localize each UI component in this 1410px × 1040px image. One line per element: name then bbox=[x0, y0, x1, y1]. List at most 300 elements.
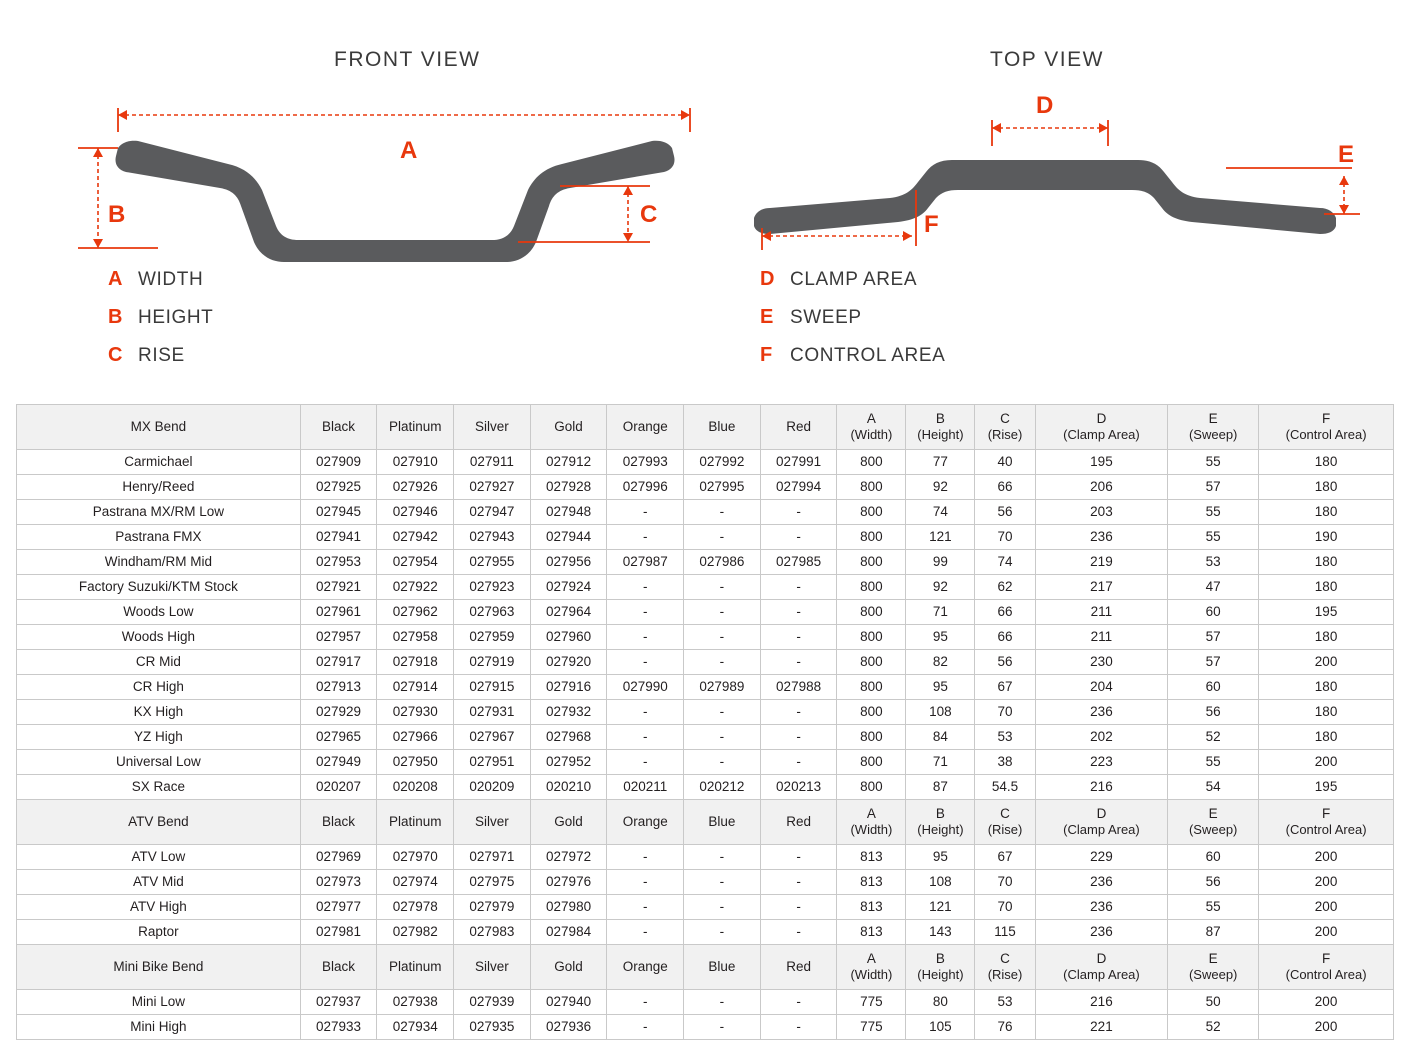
part-number: 027938 bbox=[377, 990, 454, 1015]
table-row bbox=[17, 600, 1394, 625]
legend-key-a: A bbox=[108, 268, 124, 290]
bend-name: CR Mid bbox=[17, 650, 301, 675]
part-number: 020213 bbox=[760, 775, 837, 800]
part-number: 027917 bbox=[300, 650, 377, 675]
column-header-measure bbox=[975, 405, 1035, 450]
part-number: 027973 bbox=[300, 870, 377, 895]
measure-value: 800 bbox=[837, 475, 906, 500]
part-number: - bbox=[760, 920, 837, 945]
column-header-color: Gold bbox=[530, 405, 607, 450]
part-number: 020209 bbox=[454, 775, 531, 800]
part-number: 020207 bbox=[300, 775, 377, 800]
part-number: 027985 bbox=[760, 550, 837, 575]
part-number: 027969 bbox=[300, 845, 377, 870]
column-header-measure bbox=[837, 405, 906, 450]
dim-e-arrow-top bbox=[1339, 176, 1349, 185]
measure-value: 229 bbox=[1035, 845, 1168, 870]
table-row bbox=[17, 525, 1394, 550]
column-header-color: Silver bbox=[454, 800, 531, 845]
measure-value: 180 bbox=[1259, 625, 1394, 650]
section-title: MX Bend bbox=[17, 405, 301, 450]
measure-value: 95 bbox=[906, 625, 975, 650]
measure-value: 800 bbox=[837, 575, 906, 600]
table-row bbox=[17, 775, 1394, 800]
part-number: 027963 bbox=[454, 600, 531, 625]
part-number: - bbox=[684, 895, 761, 920]
measure-sublabel: (Control Area) bbox=[1285, 822, 1367, 837]
measure-value: 813 bbox=[837, 895, 906, 920]
measure-letter: A bbox=[866, 806, 876, 821]
measure-value: 195 bbox=[1035, 450, 1168, 475]
measure-sublabel: (Sweep) bbox=[1188, 427, 1238, 442]
measure-value: 800 bbox=[837, 750, 906, 775]
column-header-color: Red bbox=[760, 945, 837, 990]
measure-value: 55 bbox=[1168, 450, 1259, 475]
measure-value: 76 bbox=[975, 1015, 1035, 1040]
measure-letter: E bbox=[1208, 951, 1218, 966]
measure-letter: A bbox=[866, 951, 876, 966]
part-number: - bbox=[684, 1015, 761, 1040]
measure-value: 813 bbox=[837, 920, 906, 945]
dim-d-arrow-right bbox=[1099, 123, 1108, 133]
column-header-color: Platinum bbox=[377, 945, 454, 990]
part-number: 027925 bbox=[300, 475, 377, 500]
bend-name: SX Race bbox=[17, 775, 301, 800]
bend-name: CR High bbox=[17, 675, 301, 700]
part-number: 027976 bbox=[530, 870, 607, 895]
measure-value: 95 bbox=[906, 675, 975, 700]
measure-value: 54.5 bbox=[975, 775, 1035, 800]
part-number: 027960 bbox=[530, 625, 607, 650]
part-number: 027936 bbox=[530, 1015, 607, 1040]
column-header-measure bbox=[906, 405, 975, 450]
measure-value: 87 bbox=[1168, 920, 1259, 945]
dim-d-arrow-left bbox=[992, 123, 1001, 133]
bend-name: ATV Mid bbox=[17, 870, 301, 895]
column-header-measure bbox=[1168, 405, 1259, 450]
part-number: - bbox=[760, 525, 837, 550]
part-number: 027956 bbox=[530, 550, 607, 575]
table-row bbox=[17, 990, 1394, 1015]
column-header-measure bbox=[1035, 800, 1168, 845]
part-number: 027945 bbox=[300, 500, 377, 525]
part-number: 027939 bbox=[454, 990, 531, 1015]
part-number: 027927 bbox=[454, 475, 531, 500]
part-number: 027916 bbox=[530, 675, 607, 700]
measure-value: 38 bbox=[975, 750, 1035, 775]
part-number: 027920 bbox=[530, 650, 607, 675]
part-number: 027991 bbox=[760, 450, 837, 475]
part-number: - bbox=[607, 500, 684, 525]
measure-value: 200 bbox=[1259, 990, 1394, 1015]
part-number: 027914 bbox=[377, 675, 454, 700]
measure-sublabel: (Rise) bbox=[987, 822, 1023, 837]
column-header-measure bbox=[1035, 945, 1168, 990]
column-header-measure bbox=[975, 800, 1035, 845]
dim-c-arrow-bottom bbox=[623, 233, 633, 242]
measure-value: 180 bbox=[1259, 725, 1394, 750]
part-number: - bbox=[684, 700, 761, 725]
table-row bbox=[17, 500, 1394, 525]
measure-value: 56 bbox=[975, 500, 1035, 525]
measure-sublabel: (Width) bbox=[850, 967, 893, 982]
measure-value: 92 bbox=[906, 575, 975, 600]
part-number: - bbox=[760, 600, 837, 625]
part-number: 027948 bbox=[530, 500, 607, 525]
handlebar-top-shape bbox=[754, 160, 1336, 234]
part-number: 027935 bbox=[454, 1015, 531, 1040]
measure-value: 800 bbox=[837, 775, 906, 800]
part-number: 027970 bbox=[377, 845, 454, 870]
part-number: - bbox=[684, 845, 761, 870]
part-number: 027992 bbox=[684, 450, 761, 475]
legend-item-f bbox=[760, 344, 945, 382]
part-number: 027946 bbox=[377, 500, 454, 525]
measure-value: 200 bbox=[1259, 650, 1394, 675]
part-number: 027929 bbox=[300, 700, 377, 725]
dim-c-label: C bbox=[640, 201, 658, 228]
dim-b-arrow-bottom bbox=[93, 239, 103, 248]
part-number: 027954 bbox=[377, 550, 454, 575]
part-number: 027994 bbox=[760, 475, 837, 500]
bend-name: Mini High bbox=[17, 1015, 301, 1040]
part-number: 027933 bbox=[300, 1015, 377, 1040]
measure-value: 70 bbox=[975, 700, 1035, 725]
measure-value: 70 bbox=[975, 870, 1035, 895]
measure-value: 108 bbox=[906, 870, 975, 895]
measure-value: 55 bbox=[1168, 500, 1259, 525]
part-number: 027977 bbox=[300, 895, 377, 920]
measure-value: 105 bbox=[906, 1015, 975, 1040]
legend-key-c: C bbox=[108, 344, 124, 366]
dim-d-label: D bbox=[1036, 92, 1054, 119]
measure-value: 55 bbox=[1168, 750, 1259, 775]
column-header-measure bbox=[1259, 405, 1394, 450]
measure-value: 60 bbox=[1168, 845, 1259, 870]
part-number: - bbox=[607, 845, 684, 870]
table-row bbox=[17, 550, 1394, 575]
column-header-color: Red bbox=[760, 800, 837, 845]
part-number: 027966 bbox=[377, 725, 454, 750]
measure-letter: D bbox=[1096, 411, 1107, 426]
part-number: 027918 bbox=[377, 650, 454, 675]
bend-name: ATV High bbox=[17, 895, 301, 920]
part-number: - bbox=[684, 990, 761, 1015]
dim-c-arrow-top bbox=[623, 186, 633, 195]
part-number: 027932 bbox=[530, 700, 607, 725]
column-header-measure bbox=[906, 945, 975, 990]
part-number: 020211 bbox=[607, 775, 684, 800]
measure-sublabel: (Clamp Area) bbox=[1063, 822, 1140, 837]
table-row bbox=[17, 575, 1394, 600]
measure-value: 211 bbox=[1035, 600, 1168, 625]
part-number: 027972 bbox=[530, 845, 607, 870]
part-number: - bbox=[607, 600, 684, 625]
part-number: 027913 bbox=[300, 675, 377, 700]
bend-name: Woods High bbox=[17, 625, 301, 650]
section-title: Mini Bike Bend bbox=[17, 945, 301, 990]
part-number: - bbox=[684, 920, 761, 945]
legend-label-a: WIDTH bbox=[138, 269, 204, 290]
column-header-measure bbox=[906, 800, 975, 845]
part-number: - bbox=[760, 870, 837, 895]
part-number: - bbox=[760, 500, 837, 525]
measure-value: 200 bbox=[1259, 750, 1394, 775]
part-number: - bbox=[760, 845, 837, 870]
column-header-measure bbox=[1259, 945, 1394, 990]
measure-value: 180 bbox=[1259, 675, 1394, 700]
measure-value: 203 bbox=[1035, 500, 1168, 525]
bend-name: Mini Low bbox=[17, 990, 301, 1015]
measure-sublabel: (Sweep) bbox=[1188, 822, 1238, 837]
part-number: 027961 bbox=[300, 600, 377, 625]
table-row bbox=[17, 895, 1394, 920]
measure-value: 180 bbox=[1259, 500, 1394, 525]
part-number: 027915 bbox=[454, 675, 531, 700]
measure-value: 775 bbox=[837, 990, 906, 1015]
measure-letter: B bbox=[935, 806, 945, 821]
measure-value: 84 bbox=[906, 725, 975, 750]
column-header-measure bbox=[837, 800, 906, 845]
part-number: 027988 bbox=[760, 675, 837, 700]
measure-value: 53 bbox=[975, 725, 1035, 750]
bend-name: YZ High bbox=[17, 725, 301, 750]
part-number: 027937 bbox=[300, 990, 377, 1015]
column-header-color: Silver bbox=[454, 405, 531, 450]
part-number: 027950 bbox=[377, 750, 454, 775]
measure-value: 57 bbox=[1168, 625, 1259, 650]
legend-key-f: F bbox=[760, 344, 773, 366]
measure-sublabel: (Height) bbox=[917, 427, 964, 442]
table-row bbox=[17, 725, 1394, 750]
table-header-row bbox=[17, 945, 1394, 990]
section-title: ATV Bend bbox=[17, 800, 301, 845]
column-header-color: Gold bbox=[530, 945, 607, 990]
legend-key-e: E bbox=[760, 306, 774, 328]
bend-name: Raptor bbox=[17, 920, 301, 945]
part-number: 027949 bbox=[300, 750, 377, 775]
measure-value: 66 bbox=[975, 475, 1035, 500]
measure-value: 95 bbox=[906, 845, 975, 870]
part-number: 027934 bbox=[377, 1015, 454, 1040]
column-header-measure bbox=[837, 945, 906, 990]
part-number: - bbox=[607, 700, 684, 725]
measure-letter: C bbox=[1000, 411, 1010, 426]
legend-front-view bbox=[108, 268, 213, 382]
column-header-color: Orange bbox=[607, 405, 684, 450]
measure-value: 74 bbox=[975, 550, 1035, 575]
measure-value: 57 bbox=[1168, 650, 1259, 675]
measure-value: 180 bbox=[1259, 475, 1394, 500]
measure-value: 800 bbox=[837, 600, 906, 625]
legend-item-c bbox=[108, 344, 213, 382]
table-row bbox=[17, 750, 1394, 775]
measure-value: 40 bbox=[975, 450, 1035, 475]
dim-a-arrow-right bbox=[681, 110, 690, 120]
part-number: 027951 bbox=[454, 750, 531, 775]
table-header-row bbox=[17, 405, 1394, 450]
measure-value: 180 bbox=[1259, 450, 1394, 475]
part-number: 027978 bbox=[377, 895, 454, 920]
measure-value: 223 bbox=[1035, 750, 1168, 775]
measure-value: 800 bbox=[837, 675, 906, 700]
measure-value: 195 bbox=[1259, 600, 1394, 625]
part-number: - bbox=[607, 870, 684, 895]
part-number: 027964 bbox=[530, 600, 607, 625]
column-header-measure bbox=[1168, 945, 1259, 990]
specs-table-wrap bbox=[16, 404, 1394, 1040]
part-number: 027957 bbox=[300, 625, 377, 650]
part-number: 027982 bbox=[377, 920, 454, 945]
bend-name: Factory Suzuki/KTM Stock bbox=[17, 575, 301, 600]
part-number: - bbox=[760, 725, 837, 750]
part-number: - bbox=[607, 920, 684, 945]
column-header-color: Platinum bbox=[377, 800, 454, 845]
part-number: 027974 bbox=[377, 870, 454, 895]
measure-value: 54 bbox=[1168, 775, 1259, 800]
measure-value: 99 bbox=[906, 550, 975, 575]
measure-value: 180 bbox=[1259, 575, 1394, 600]
column-header-color: Platinum bbox=[377, 405, 454, 450]
measure-letter: A bbox=[866, 411, 876, 426]
measure-value: 200 bbox=[1259, 870, 1394, 895]
measure-value: 60 bbox=[1168, 675, 1259, 700]
part-number: - bbox=[760, 750, 837, 775]
measure-value: 211 bbox=[1035, 625, 1168, 650]
part-number: 027942 bbox=[377, 525, 454, 550]
part-number: 027983 bbox=[454, 920, 531, 945]
part-number: 027984 bbox=[530, 920, 607, 945]
table-row bbox=[17, 675, 1394, 700]
measure-value: 108 bbox=[906, 700, 975, 725]
measure-value: 53 bbox=[975, 990, 1035, 1015]
part-number: 027986 bbox=[684, 550, 761, 575]
part-number: 027944 bbox=[530, 525, 607, 550]
measure-value: 236 bbox=[1035, 895, 1168, 920]
part-number: - bbox=[607, 750, 684, 775]
measure-value: 195 bbox=[1259, 775, 1394, 800]
dim-e-arrow-bottom bbox=[1339, 205, 1349, 214]
measure-value: 219 bbox=[1035, 550, 1168, 575]
measure-sublabel: (Rise) bbox=[987, 427, 1023, 442]
measure-value: 80 bbox=[906, 990, 975, 1015]
measure-value: 92 bbox=[906, 475, 975, 500]
part-number: - bbox=[684, 750, 761, 775]
part-number: 027965 bbox=[300, 725, 377, 750]
part-number: 027930 bbox=[377, 700, 454, 725]
column-header-color: Silver bbox=[454, 945, 531, 990]
dim-b-label: B bbox=[108, 201, 126, 228]
table-header-row bbox=[17, 800, 1394, 845]
part-number: 027909 bbox=[300, 450, 377, 475]
measure-value: 82 bbox=[906, 650, 975, 675]
column-header-color: Blue bbox=[684, 945, 761, 990]
part-number: - bbox=[684, 625, 761, 650]
part-number: 027928 bbox=[530, 475, 607, 500]
measure-letter: B bbox=[935, 411, 945, 426]
legend-item-a bbox=[108, 268, 213, 306]
dim-b-arrow-top bbox=[93, 148, 103, 157]
measure-value: 87 bbox=[906, 775, 975, 800]
measure-sublabel: (Clamp Area) bbox=[1063, 427, 1140, 442]
measure-value: 206 bbox=[1035, 475, 1168, 500]
measure-value: 236 bbox=[1035, 525, 1168, 550]
column-header-color: Red bbox=[760, 405, 837, 450]
measure-value: 190 bbox=[1259, 525, 1394, 550]
measure-sublabel: (Clamp Area) bbox=[1063, 967, 1140, 982]
part-number: - bbox=[684, 525, 761, 550]
part-number: 027971 bbox=[454, 845, 531, 870]
measure-value: 56 bbox=[1168, 700, 1259, 725]
legend-key-d: D bbox=[760, 268, 776, 290]
dim-a-label: A bbox=[400, 137, 418, 164]
part-number: 027990 bbox=[607, 675, 684, 700]
measure-value: 216 bbox=[1035, 990, 1168, 1015]
measure-value: 70 bbox=[975, 525, 1035, 550]
measure-value: 800 bbox=[837, 550, 906, 575]
measure-value: 813 bbox=[837, 845, 906, 870]
measure-letter: B bbox=[935, 951, 945, 966]
part-number: - bbox=[607, 575, 684, 600]
bend-name: Henry/Reed bbox=[17, 475, 301, 500]
part-number: 027910 bbox=[377, 450, 454, 475]
handlebar-front-shape bbox=[115, 141, 674, 262]
measure-value: 47 bbox=[1168, 575, 1259, 600]
part-number: - bbox=[684, 500, 761, 525]
measure-letter: C bbox=[1000, 951, 1010, 966]
part-number: 027940 bbox=[530, 990, 607, 1015]
measure-sublabel: (Height) bbox=[917, 967, 964, 982]
measure-value: 180 bbox=[1259, 700, 1394, 725]
measure-value: 52 bbox=[1168, 1015, 1259, 1040]
measure-value: 217 bbox=[1035, 575, 1168, 600]
part-number: 027926 bbox=[377, 475, 454, 500]
bend-name: KX High bbox=[17, 700, 301, 725]
part-number: 027995 bbox=[684, 475, 761, 500]
part-number: 027911 bbox=[454, 450, 531, 475]
part-number: 027921 bbox=[300, 575, 377, 600]
measure-sublabel: (Rise) bbox=[987, 967, 1023, 982]
column-header-color: Blue bbox=[684, 800, 761, 845]
measure-value: 55 bbox=[1168, 525, 1259, 550]
part-number: 027980 bbox=[530, 895, 607, 920]
measure-value: 800 bbox=[837, 450, 906, 475]
part-number: - bbox=[760, 650, 837, 675]
table-row bbox=[17, 700, 1394, 725]
column-header-color: Orange bbox=[607, 945, 684, 990]
dim-f-arrow-right bbox=[903, 231, 912, 241]
measure-value: 74 bbox=[906, 500, 975, 525]
measure-value: 800 bbox=[837, 725, 906, 750]
column-header-color: Black bbox=[300, 800, 377, 845]
measure-value: 77 bbox=[906, 450, 975, 475]
part-number: 027979 bbox=[454, 895, 531, 920]
measure-value: 66 bbox=[975, 625, 1035, 650]
measure-value: 200 bbox=[1259, 1015, 1394, 1040]
measure-value: 800 bbox=[837, 625, 906, 650]
part-number: - bbox=[607, 1015, 684, 1040]
table-row bbox=[17, 920, 1394, 945]
measure-letter: F bbox=[1321, 806, 1331, 821]
column-header-measure bbox=[1035, 405, 1168, 450]
measure-value: 800 bbox=[837, 650, 906, 675]
measure-letter: D bbox=[1096, 951, 1107, 966]
part-number: 027955 bbox=[454, 550, 531, 575]
column-header-color: Gold bbox=[530, 800, 607, 845]
measure-value: 62 bbox=[975, 575, 1035, 600]
legend-label-b: HEIGHT bbox=[138, 307, 214, 328]
part-number: 027968 bbox=[530, 725, 607, 750]
